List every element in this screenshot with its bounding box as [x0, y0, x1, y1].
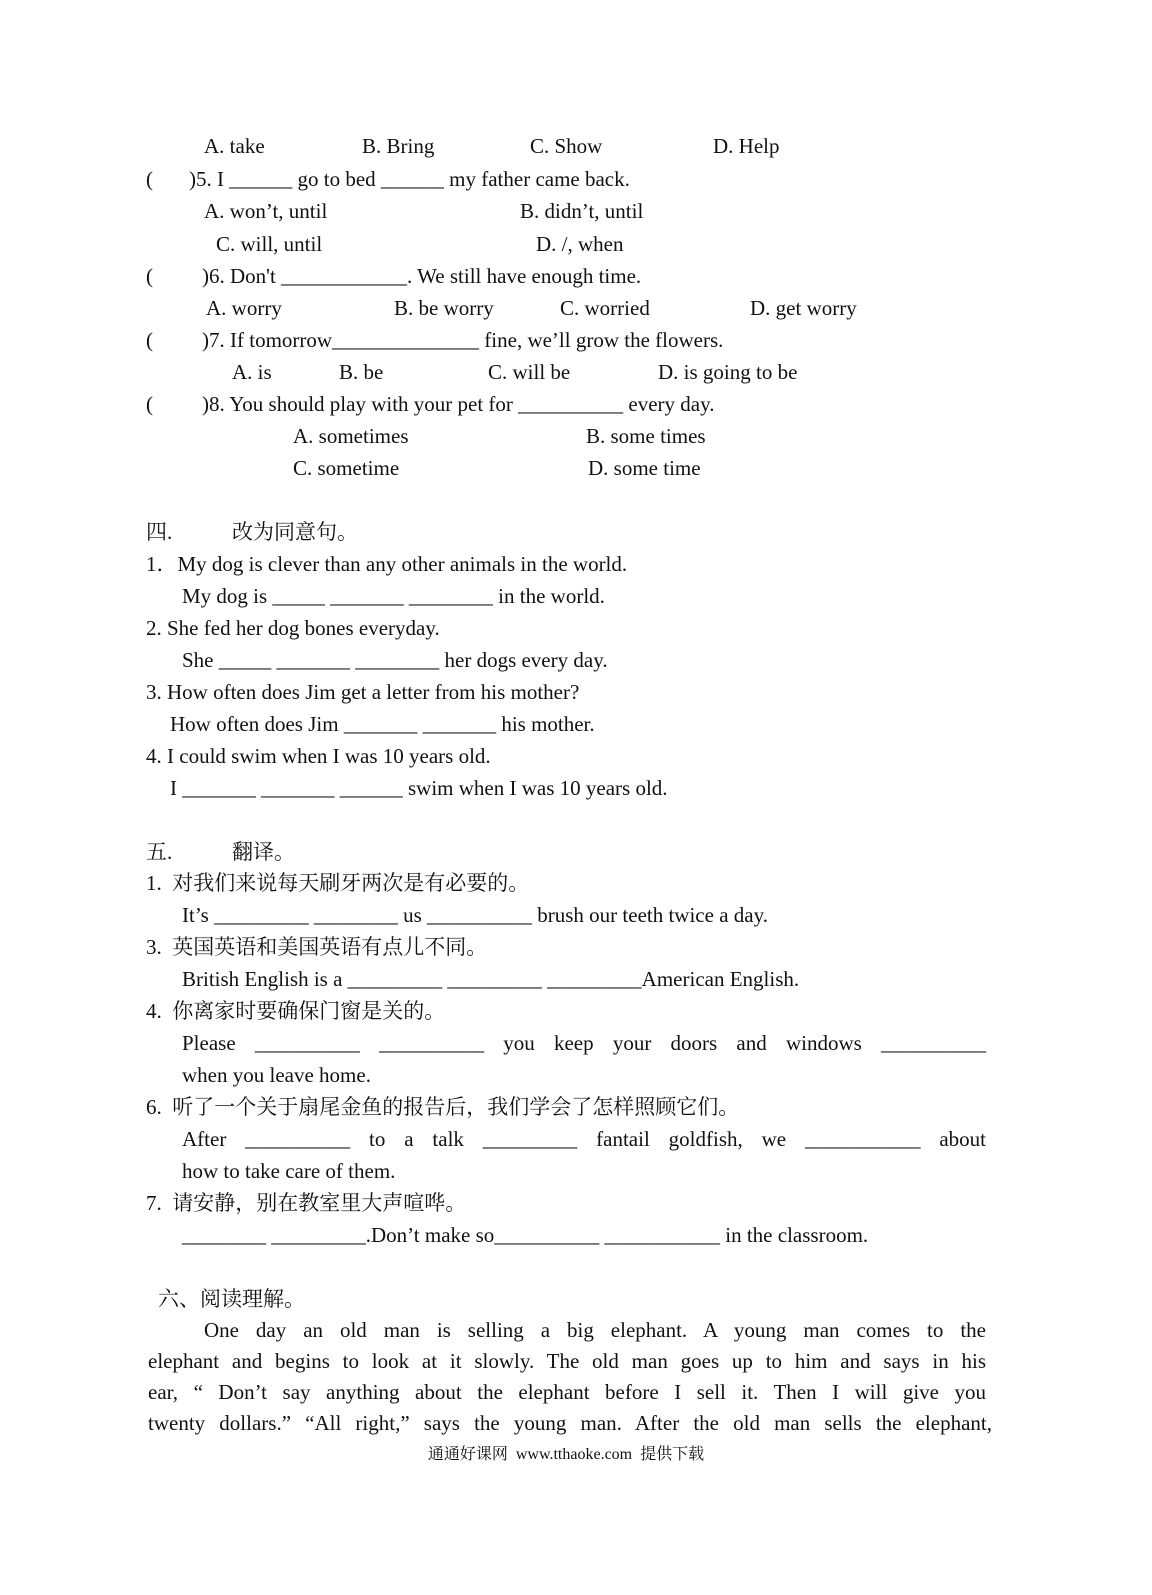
s5-item4-question: 4. 你离家时要确保门窗是关的。: [146, 999, 446, 1023]
q5-stem: )5. I ______ go to bed ______ my father came back.: [189, 167, 630, 191]
q7-paren: (: [146, 328, 153, 352]
q4-option-a: A. take: [204, 134, 265, 158]
reading-line-4: twenty dollars.” “All right,” says the young man. After the old man sells the elephant,: [148, 1411, 992, 1435]
q6-option-c: C. worried: [560, 296, 650, 320]
q7-option-a: A. is: [232, 360, 272, 384]
q8-paren: (: [146, 392, 153, 416]
s5-item3-question: 3. 英国英语和美国英语有点儿不同。: [146, 935, 488, 959]
s5-item1-question: 1. 对我们来说每天刷牙两次是有必要的。: [146, 871, 530, 895]
section4-number: 四.: [146, 520, 173, 544]
s5-item7-question: 7. 请安静，别在教室里大声喧哗。: [146, 1191, 467, 1215]
section5-title: 翻译。: [232, 840, 295, 864]
s5-item4-answer: Please __________ __________ you keep your doors and windows __________: [182, 1031, 986, 1055]
s5-item6-question: 6. 听了一个关于扇尾金鱼的报告后，我们学会了怎样照顾它们。: [146, 1095, 740, 1119]
q8-option-c: C. sometime: [293, 456, 400, 480]
s4-item2-question: 2. She fed her dog bones everyday.: [146, 616, 440, 640]
footer-source: 通通好课网 www.tthaoke.com 提供下载: [427, 1446, 705, 1463]
q4-option-d: D. Help: [713, 134, 780, 158]
s5-item1-answer: It’s _________ ________ us __________ brush our teeth twice a day.: [182, 903, 768, 927]
q5-option-d: D. /, when: [536, 232, 624, 256]
s4-item4-question: 4. I could swim when I was 10 years old.: [146, 744, 491, 768]
q4-option-c: C. Show: [530, 134, 603, 158]
q7-option-c: C. will be: [488, 360, 571, 384]
s4-item3-question: 3. How often does Jim get a letter from his mother?: [146, 680, 580, 704]
s4-item2-answer: She _____ _______ ________ her dogs every day.: [182, 648, 608, 672]
section6-title: 六、阅读理解。: [158, 1287, 305, 1311]
q7-option-b: B. be: [339, 360, 384, 384]
s5-item4-answer-cont: when you leave home.: [182, 1063, 371, 1087]
q8-stem: )8. You should play with your pet for __________ every day.: [202, 392, 715, 416]
s5-item6-answer: After __________ to a talk _________ fantail goldfish, we ___________ about: [182, 1127, 986, 1151]
s4-item1-question: 1．My dog is clever than any other animals in the world.: [146, 552, 628, 576]
q6-option-d: D. get worry: [750, 296, 857, 320]
q5-option-b: B. didn’t, until: [520, 199, 644, 223]
q5-paren: (: [146, 167, 153, 191]
q7-stem: )7. If tomorrow______________ fine, we’ll grow the flowers.: [202, 328, 724, 352]
section5-number: 五.: [146, 840, 173, 864]
q7-option-d: D. is going to be: [658, 360, 798, 384]
q6-option-b: B. be worry: [394, 296, 494, 320]
reading-line-2: elephant and begins to look at it slowly. The old man goes up to him and says in his: [148, 1349, 986, 1373]
q8-option-d: D. some time: [588, 456, 701, 480]
q8-option-b: B. some times: [586, 424, 706, 448]
s5-item7-answer: ________ _________.Don’t make so__________ ___________ in the classroom.: [182, 1223, 869, 1247]
s5-item6-answer-cont: how to take care of them.: [182, 1159, 396, 1183]
s4-item4-answer: I _______ _______ ______ swim when I was 10 years old.: [170, 776, 668, 800]
q5-option-a: A. won’t, until: [204, 199, 328, 223]
q5-option-c: C. will, until: [216, 232, 323, 256]
reading-line-3: ear, “ Don’t say anything about the elephant before I sell it. Then I will give you: [148, 1380, 986, 1404]
q6-paren: (: [146, 264, 153, 288]
s4-item3-answer: How often does Jim _______ _______ his mother.: [170, 712, 595, 736]
s4-item1-answer: My dog is _____ _______ ________ in the world.: [182, 584, 605, 608]
s5-item3-answer: British English is a _________ _________ _________American English.: [182, 967, 800, 991]
q4-option-b: B. Bring: [362, 134, 435, 158]
section4-title: 改为同意句。: [232, 520, 358, 544]
reading-line-1: One day an old man is selling a big elephant. A young man comes to the: [204, 1318, 986, 1342]
q8-option-a: A. sometimes: [293, 424, 409, 448]
q6-stem: )6. Don't ____________. We still have enough time.: [202, 264, 642, 288]
q6-option-a: A. worry: [206, 296, 282, 320]
